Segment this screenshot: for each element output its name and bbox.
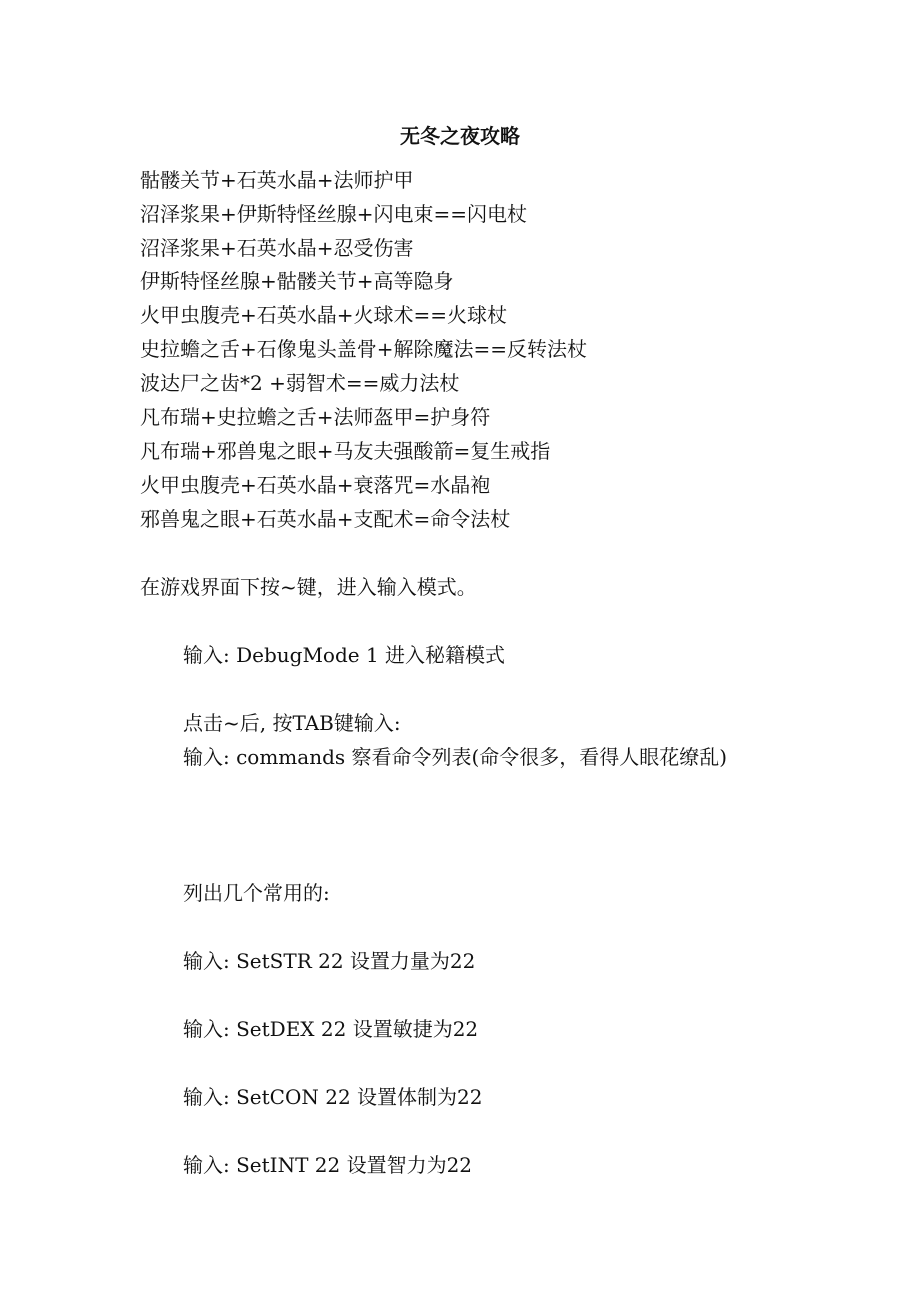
recipe-line: 伊斯特怪丝腺+骷髅关节+高等隐身 (140, 269, 454, 293)
debug-mode-instruction: 输入: DebugMode 1 进入秘籍模式 (183, 643, 506, 667)
recipe-line: 骷髅关节+石英水晶+法师护甲 (140, 168, 414, 192)
commands-instruction: 输入: commands 察看命令列表(命令很多，看得人眼花缭乱) (183, 745, 728, 769)
recipe-line: 凡布瑞+邪兽鬼之眼+马友夫强酸箭=复生戒指 (140, 439, 551, 463)
setstr-instruction: 输入: SetSTR 22 设置力量为22 (183, 949, 476, 973)
console-intro: 在游戏界面下按~键，进入输入模式。 (140, 575, 477, 599)
recipe-line: 邪兽鬼之眼+石英水晶+支配术=命令法杖 (140, 507, 511, 531)
recipe-line: 火甲虫腹壳+石英水晶+衰落咒=水晶袍 (140, 473, 491, 497)
recipe-line: 凡布瑞+史拉蟾之舌+法师盔甲=护身符 (140, 405, 491, 429)
setcon-instruction: 输入: SetCON 22 设置体制为22 (183, 1085, 483, 1109)
recipe-line: 波达尸之齿*2 +弱智术==威力法杖 (140, 371, 460, 395)
recipe-line: 史拉蟾之舌+石像鬼头盖骨+解除魔法==反转法杖 (140, 337, 588, 361)
page-title: 无冬之夜攻略 (400, 124, 520, 148)
recipe-line: 沼泽浆果+伊斯特怪丝腺+闪电束==闪电杖 (140, 202, 528, 226)
setint-instruction: 输入: SetINT 22 设置智力为22 (183, 1153, 473, 1177)
common-commands-heading: 列出几个常用的: (183, 881, 330, 905)
tab-key-hint: 点击~后, 按TAB键输入: (183, 711, 401, 735)
recipe-line: 火甲虫腹壳+石英水晶+火球术==火球杖 (140, 303, 508, 327)
setdex-instruction: 输入: SetDEX 22 设置敏捷为22 (183, 1017, 479, 1041)
recipe-line: 沼泽浆果+石英水晶+忍受伤害 (140, 236, 414, 260)
